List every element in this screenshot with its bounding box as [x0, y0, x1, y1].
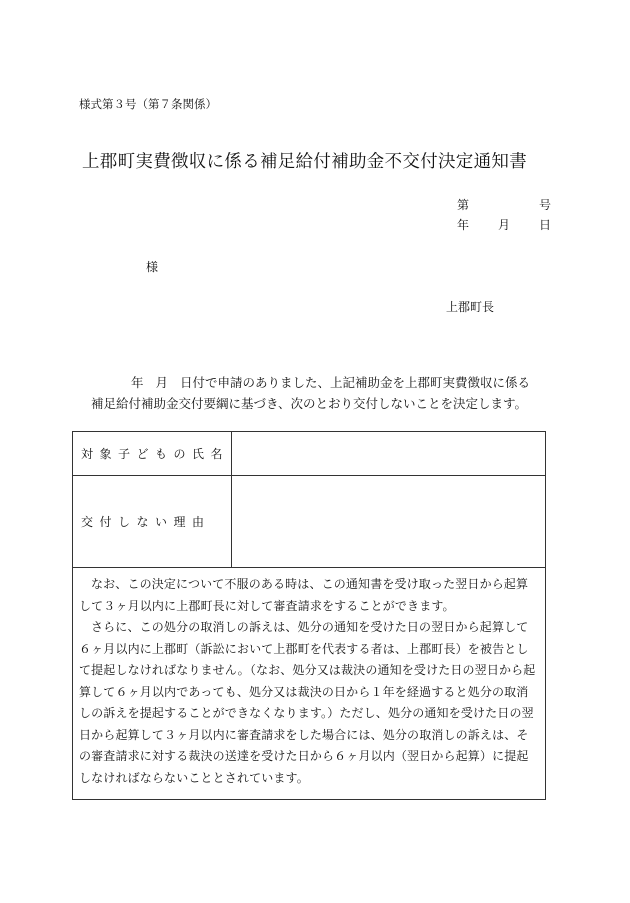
date-year: 年 — [457, 218, 470, 232]
table-row — [73, 568, 546, 800]
child-name-label: 対象子どもの氏名 — [73, 432, 232, 476]
doc-number-suffix: 号 — [538, 198, 551, 212]
body-date-day-text: 日付で申請のありました、上記補助金を上郡町実費徴収に係る — [180, 375, 531, 390]
notice-paragraph-1: なお、この決定について不服のある時は、この通知書を受け取った翌日から起算して３ヶ月以内に上郡町長に対して審査請求をすることができます。 — [79, 577, 529, 613]
sender: 上郡町長 — [446, 300, 495, 314]
appeal-notice — [73, 568, 546, 800]
addressee: 様 — [146, 260, 159, 274]
table-row — [73, 476, 546, 568]
body-text — [91, 372, 530, 414]
date-month: 月 — [497, 218, 510, 232]
document-number — [457, 196, 551, 216]
body-date-month: 月 — [155, 375, 169, 390]
body-date-year: 年 — [131, 375, 144, 390]
table-row — [73, 432, 546, 476]
body-line-1 — [91, 372, 530, 393]
body-line-2: 補足給付補助金交付要綱に基づき、次のとおり交付しないことを決定します。 — [91, 396, 528, 411]
date-day: 日 — [538, 218, 551, 232]
child-name-field[interactable] — [232, 432, 546, 476]
issue-date — [457, 216, 551, 233]
reason-label: 交付しない理由 — [73, 476, 232, 568]
info-table — [72, 431, 546, 800]
notice-paragraph-2: さらに、この処分の取消しの訴えは、処分の通知を受けた日の翌日から起算して６ヶ月以内に上郡町（訴訟において上郡町を代表する者は、上郡町長）を被告として提起しなければなりません。（なお、処分又は裁決の通知を受けた日の翌日から起算して６ヶ月以内であっても、処分又は裁決の日から１年を経過すると処分の取消しの訴えを提起することができなくなります。）ただし、処分の通知を受けた日の翌日から起算して３ヶ月以内に審査請求をした場合には、処分の取消しの訴えは、その審査請求に対する裁決の送達を受けた日から６ヶ月以内（翌日から起算）に提起しなければならないこととされています。 — [79, 620, 536, 785]
doc-number-prefix: 第 — [457, 198, 470, 212]
document-number-block — [457, 196, 551, 233]
reason-field[interactable] — [232, 476, 546, 568]
document-title: 上郡町実費徴収に係る補足給付補助金不交付決定通知書 — [82, 152, 527, 172]
form-label: 様式第３号（第７条関係） — [79, 97, 217, 111]
